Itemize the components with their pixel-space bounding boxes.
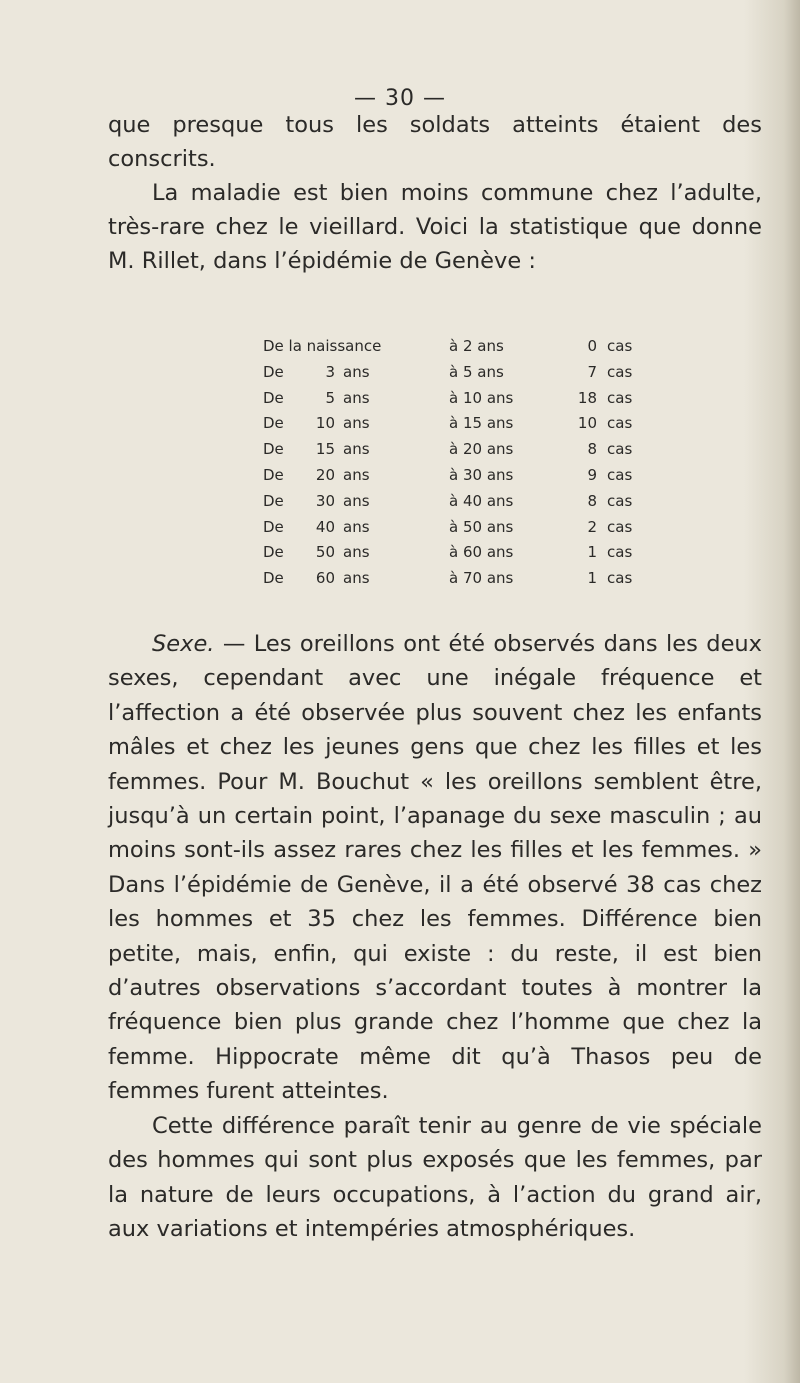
table-row — [263, 543, 633, 569]
table-cell-unit: cas — [607, 388, 633, 407]
table-row — [263, 389, 633, 415]
table-cell-unit: cas — [607, 440, 633, 459]
table-cell-count: 9 — [587, 465, 597, 484]
table-cell-de: De — [263, 517, 284, 536]
table-cell-from: 50 — [315, 543, 335, 562]
table-cell-to: à 15 ans — [449, 414, 514, 433]
table-cell-from: 3 — [325, 362, 335, 381]
table-cell-de: De — [263, 491, 284, 510]
table-cell-de: De — [263, 414, 284, 433]
table-cell-to: à 20 ans — [449, 440, 514, 459]
table-cell-from: 10 — [315, 414, 335, 433]
table-body — [263, 363, 633, 595]
table-cell-from-unit: ans — [343, 440, 370, 459]
table-cell-count: 7 — [587, 362, 597, 381]
table-cell-to: à 40 ans — [449, 491, 514, 510]
table-row — [263, 569, 633, 595]
table-cell-unit: cas — [607, 465, 633, 484]
section-sexe-block — [108, 627, 762, 1246]
table-cell-unit: cas — [607, 569, 633, 588]
paragraph-conclusion: Cette différence paraît tenir au genre de vie spéciale des hommes qui sont plus exposés que les femmes, par la nature de leurs occupations, à l’action du grand air, aux variations et intempéries atmosphériques. — [108, 1112, 762, 1242]
table-cell-from: 40 — [315, 517, 335, 536]
table-row — [263, 337, 633, 363]
table-cell-to: à 70 ans — [449, 569, 514, 588]
table-cell-from-unit: ans — [343, 543, 370, 562]
table-cell-unit: cas — [607, 362, 633, 381]
section-heading-sexe: Sexe. — [152, 631, 215, 657]
table-cell-unit: cas — [607, 414, 633, 433]
table-cell-count: 18 — [577, 388, 597, 407]
table-cell-count: 1 — [587, 569, 597, 588]
table-row — [263, 466, 633, 492]
table-cell-from-unit: ans — [343, 491, 370, 510]
table-cell-from: 60 — [315, 569, 335, 588]
table-cell-to: à 10 ans — [449, 388, 514, 407]
table-cell-from: 20 — [315, 465, 335, 484]
table-cell-to: à 50 ans — [449, 517, 514, 536]
table-cell-count: 8 — [587, 491, 597, 510]
table-cell-to: à 60 ans — [449, 543, 514, 562]
table-cell-from-unit: ans — [343, 414, 370, 433]
paragraph-sexe-text: — Les oreillons ont été observés dans les deux sexes, cependant avec une inégale fréquence et l’affection a été observée plus souvent chez les enfants mâles et chez les jeunes gens que chez les filles et les femmes. Pour M. Bouchut « les oreillons semblent être, jusqu’à un certain point, l’apanage du sexe masculin ; au moins sont-ils assez rares chez les filles et les femmes. » Dans l’épidémie de Genève, il a été observé 38 cas chez les hommes et 35 chez les femmes. Différence bien petite, mais, enfin, qui existe : du reste, il est bien d’autres observations s’accordant toutes à montrer la fréquence bien plus grande chez l’homme que chez la femme. Hippocrate même dit qu’à Thasos peu de femmes furent atteintes. — [108, 631, 762, 1105]
table-cell-count: 10 — [577, 414, 597, 433]
table-cell-label: De la naissance — [263, 337, 382, 355]
table-cell-count: 2 — [587, 517, 597, 536]
table-cell-de: De — [263, 388, 284, 407]
table-cell-unit: cas — [607, 517, 633, 536]
paragraph-sexe — [108, 627, 762, 1109]
table-row — [263, 414, 633, 440]
table-row — [263, 440, 633, 466]
table-cell-count: 0 — [587, 337, 597, 355]
table-cell-from: 30 — [315, 491, 335, 510]
table-cell-de: De — [263, 543, 284, 562]
table-row — [263, 363, 633, 389]
statistics-table — [263, 337, 633, 595]
table-cell-to: à 2 ans — [449, 337, 504, 355]
intro-text-block — [108, 108, 762, 278]
page-number: — 30 — — [354, 86, 446, 111]
table-cell-to: à 30 ans — [449, 465, 514, 484]
table-cell-count: 1 — [587, 543, 597, 562]
table-cell-unit: cas — [607, 491, 633, 510]
table-cell-from-unit: ans — [343, 362, 370, 381]
table-cell-from-unit: ans — [343, 517, 370, 536]
table-cell-count: 8 — [587, 440, 597, 459]
table-cell-de: De — [263, 362, 284, 381]
table-cell-from: 5 — [325, 388, 335, 407]
table-cell-de: De — [263, 440, 284, 459]
table-cell-from-unit: ans — [343, 465, 370, 484]
table-cell-de: De — [263, 569, 284, 588]
table-cell-from-unit: ans — [343, 388, 370, 407]
table-row — [263, 518, 633, 544]
table-cell-unit: cas — [607, 543, 633, 562]
table-cell-from-unit: ans — [343, 569, 370, 588]
table-cell-to: à 5 ans — [449, 362, 504, 381]
table-cell-unit: cas — [607, 337, 633, 355]
paragraph-continuation: que presque tous les soldats atteints étaient des conscrits. — [108, 112, 762, 172]
table-cell-from: 15 — [315, 440, 335, 459]
paragraph-statistics-intro: La maladie est bien moins commune chez l’adulte, très-rare chez le vieillard. Voici la statistique que donne M. Rillet, dans l’épidémie de Genève : — [108, 180, 762, 274]
table-row — [263, 492, 633, 518]
table-cell-de: De — [263, 465, 284, 484]
